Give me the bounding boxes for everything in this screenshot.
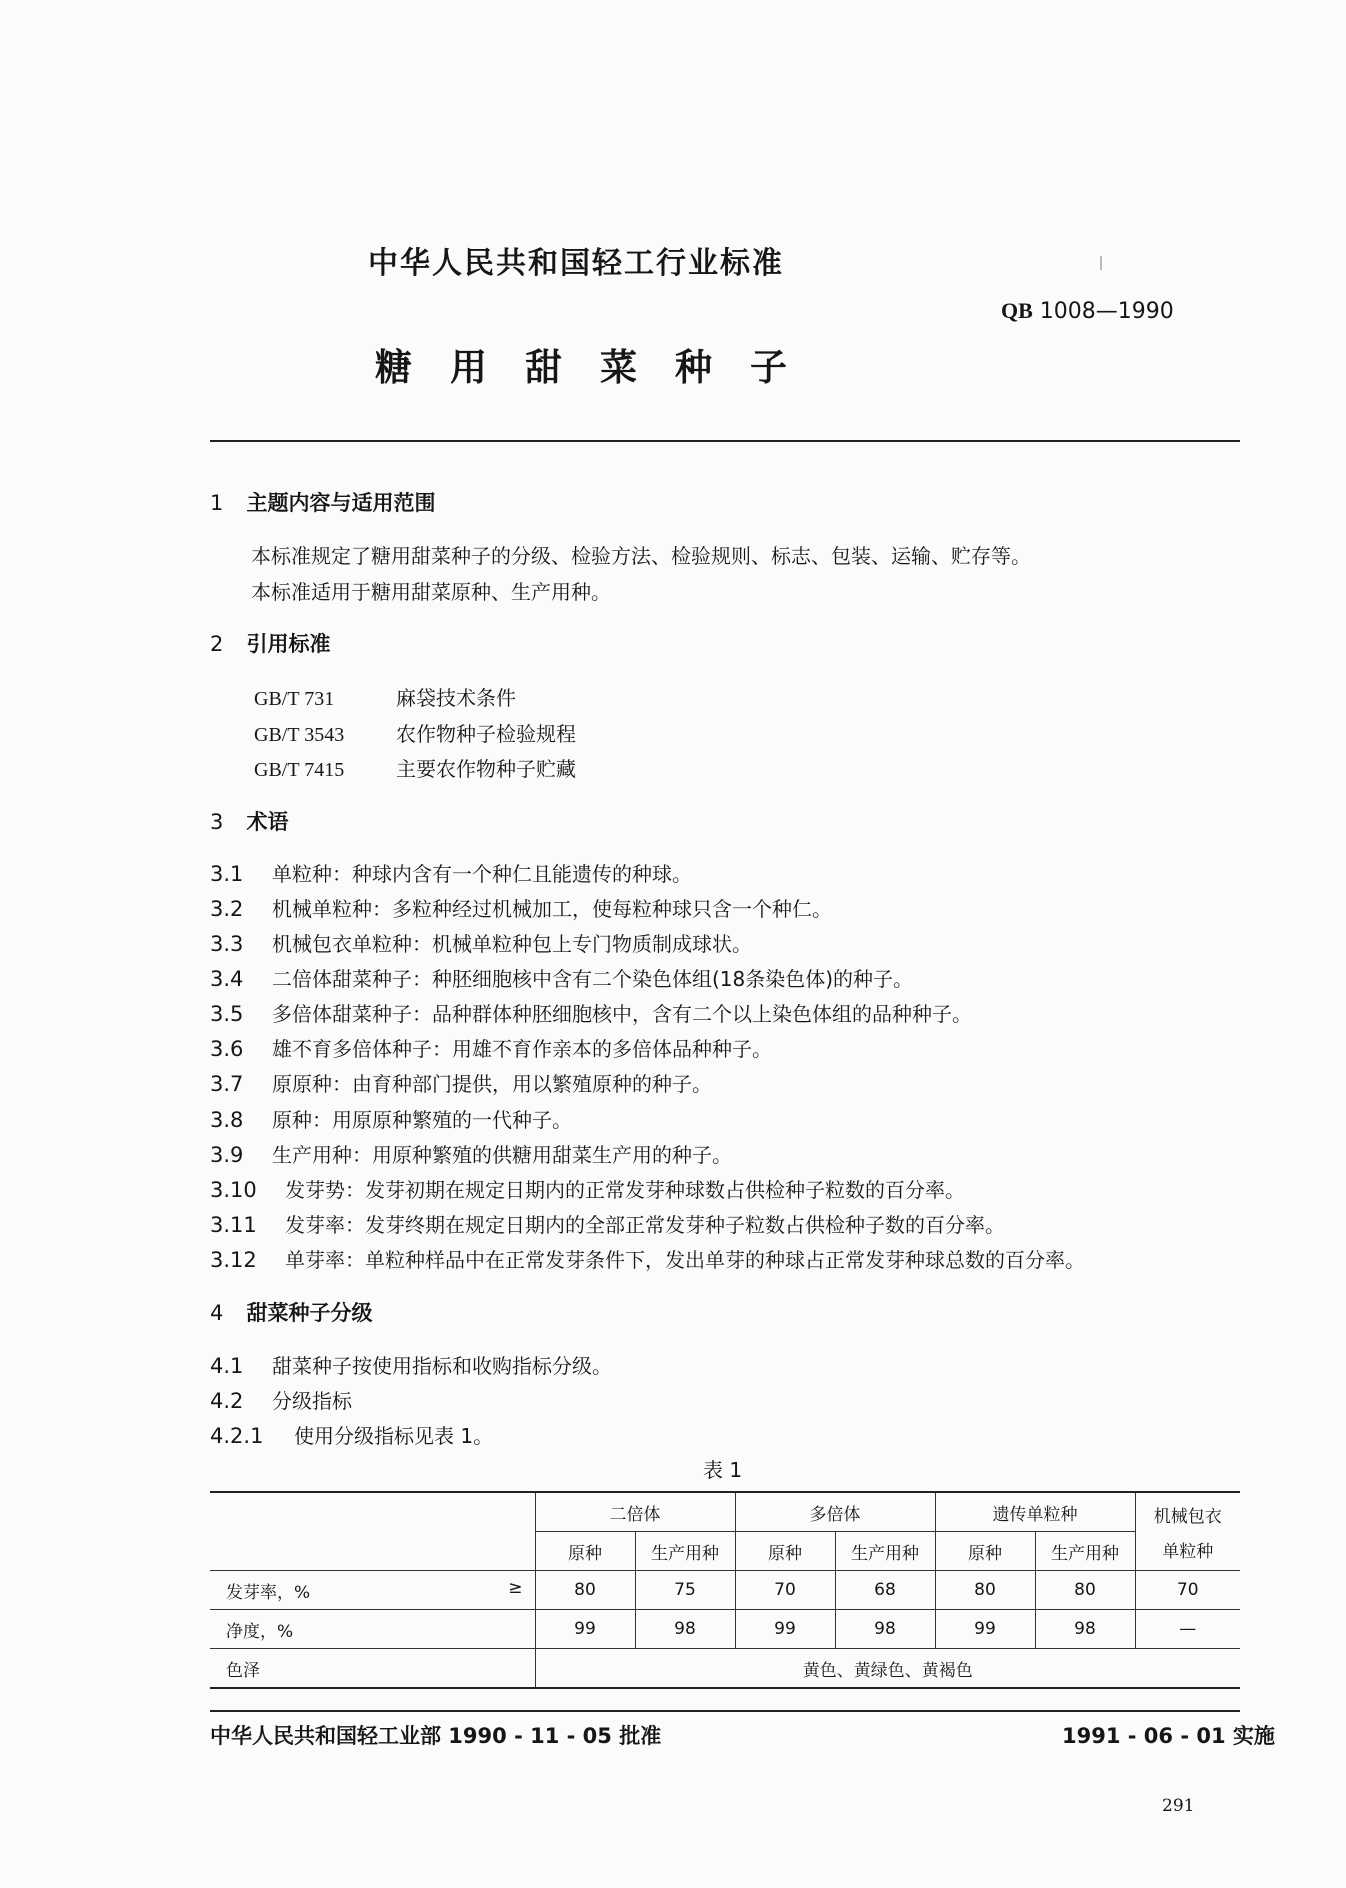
group-header: 遗传单粒种: [935, 1492, 1135, 1532]
header-divider: [210, 440, 1240, 442]
term-number: 3.9: [210, 1143, 244, 1167]
reference-item: [254, 753, 576, 782]
clause-number: 4.2.1: [210, 1424, 264, 1448]
term-number: 3.1: [210, 862, 244, 886]
section-number: 1: [210, 491, 224, 515]
term-text: 机械单粒种：多粒种经过机械加工，使每粒种球只含一个种仁。: [272, 897, 832, 921]
clause-item: [210, 1420, 493, 1449]
standard-number: [1001, 298, 1174, 324]
row-label: 净度，%: [226, 1621, 294, 1642]
term-item: [210, 1209, 1005, 1238]
table-cell: 98: [635, 1610, 735, 1649]
term-item: [210, 1139, 732, 1168]
header-line: 机械包衣: [1153, 1506, 1222, 1527]
term-number: 3.10: [210, 1178, 257, 1202]
term-item: [210, 1174, 965, 1203]
group-header-coated: [1135, 1492, 1240, 1571]
term-text: 单芽率：单粒种样品中在正常发芽条件下，发出单芽的种球占正常发芽种球总数的百分率。: [285, 1248, 1085, 1272]
term-text: 单粒种：种球内含有一个种仁且能遗传的种球。: [272, 862, 692, 886]
reference-code: GB/T 3543: [254, 724, 345, 746]
clause-item: [210, 1350, 612, 1379]
term-item: [210, 928, 752, 957]
paragraph: 本标准适用于糖用甜菜原种、生产用种。: [251, 580, 611, 604]
term-number: 3.7: [210, 1072, 244, 1096]
term-number: 3.5: [210, 1002, 244, 1026]
header-line: 单粒种: [1162, 1541, 1214, 1562]
section-2-heading: [210, 628, 330, 658]
term-number: 3.8: [210, 1108, 244, 1132]
section-title: 甜菜种子分级: [246, 1301, 373, 1325]
term-number: 3.2: [210, 897, 244, 921]
section-number: 3: [210, 810, 224, 834]
standard-code: 1008—1990: [1039, 299, 1174, 324]
section-title: 引用标准: [246, 632, 331, 656]
table-caption: 表 1: [703, 1458, 743, 1482]
row-label: 发芽率，%: [226, 1582, 311, 1603]
header-blank-cell: [210, 1492, 535, 1571]
reference-name: 麻袋技术条件: [396, 686, 516, 710]
term-item: [210, 1104, 572, 1133]
term-text: 原种：用原原种繁殖的一代种子。: [272, 1108, 572, 1132]
table-row: [210, 1649, 1240, 1689]
term-item: [210, 1068, 712, 1097]
grading-table: [210, 1491, 1240, 1689]
term-item: [210, 1244, 1085, 1273]
table-cell: —: [1135, 1610, 1240, 1649]
standard-prefix: QB: [1001, 298, 1033, 323]
clause-text: 甜菜种子按使用指标和收购指标分级。: [272, 1354, 612, 1378]
table-cell: 99: [535, 1610, 635, 1649]
table-cell-merged: 黄色、黄绿色、黄褐色: [535, 1649, 1240, 1689]
clause-item: [210, 1385, 352, 1414]
term-item: [210, 1033, 772, 1062]
paragraph: 本标准规定了糖用甜菜种子的分级、检验方法、检验规则、标志、包装、运输、贮存等。: [251, 544, 1031, 568]
reference-item: [254, 682, 516, 711]
term-item: [210, 998, 972, 1027]
term-number: 3.3: [210, 932, 244, 956]
table-header-row: [210, 1492, 1240, 1532]
operator-symbol: ≥: [508, 1577, 523, 1598]
table-cell: 99: [735, 1610, 835, 1649]
term-number: 3.4: [210, 967, 244, 991]
group-header: 多倍体: [735, 1492, 935, 1532]
page-number: 291: [1162, 1796, 1195, 1816]
term-item: [210, 963, 913, 992]
term-number: 3.6: [210, 1037, 244, 1061]
table-row: [210, 1610, 1240, 1649]
section-title: 主题内容与适用范围: [246, 491, 436, 515]
section-number: 4: [210, 1301, 224, 1325]
table-cell: 98: [1035, 1610, 1135, 1649]
term-text: 二倍体甜菜种子：种胚细胞核中含有二个染色体组(18条染色体)的种子。: [272, 967, 914, 991]
subheader-cell: 生产用种: [635, 1532, 735, 1571]
term-number: 3.12: [210, 1248, 257, 1272]
reference-item: [254, 718, 576, 747]
clause-text: 使用分级指标见表 1。: [294, 1424, 494, 1448]
group-header: 二倍体: [535, 1492, 735, 1532]
term-text: 机械包衣单粒种：机械单粒种包上专门物质制成球状。: [272, 932, 752, 956]
issuing-body-heading: 中华人民共和国轻工行业标准: [368, 246, 784, 281]
table-row: [210, 1571, 1240, 1610]
clause-text: 分级指标: [272, 1389, 352, 1413]
term-number: 3.11: [210, 1213, 257, 1237]
table-cell: 80: [935, 1571, 1035, 1610]
scan-artifact: [1100, 256, 1102, 270]
table-cell: 68: [835, 1571, 935, 1610]
term-item: [210, 858, 692, 887]
subheader-cell: 生产用种: [1035, 1532, 1135, 1571]
section-3-heading: [210, 806, 288, 836]
term-item: [210, 893, 832, 922]
term-text: 雄不育多倍体种子：用雄不育作亲本的多倍体品种种子。: [272, 1037, 772, 1061]
row-label-cell: [210, 1571, 535, 1610]
subheader-cell: 生产用种: [835, 1532, 935, 1571]
table-cell: 99: [935, 1610, 1035, 1649]
reference-name: 农作物种子检验规程: [396, 722, 576, 746]
table-cell: 80: [535, 1571, 635, 1610]
subheader-cell: 原种: [535, 1532, 635, 1571]
reference-code: GB/T 7415: [254, 759, 345, 781]
subheader-cell: 原种: [735, 1532, 835, 1571]
clause-number: 4.2: [210, 1389, 244, 1413]
table-cell: 98: [835, 1610, 935, 1649]
term-text: 原原种：由育种部门提供，用以繁殖原种的种子。: [272, 1072, 712, 1096]
effective-date: 1991 - 06 - 01 实施: [1062, 1724, 1275, 1748]
section-1-heading: [210, 487, 435, 517]
table-cell: 75: [635, 1571, 735, 1610]
footer-divider: [210, 1710, 1240, 1712]
term-text: 发芽势：发芽初期在规定日期内的正常发芽种球数占供检种子粒数的百分率。: [285, 1178, 965, 1202]
section-number: 2: [210, 632, 224, 656]
term-text: 多倍体甜菜种子：品种群体种胚细胞核中，含有二个以上染色体组的品种种子。: [272, 1002, 972, 1026]
row-label-cell: [210, 1610, 535, 1649]
table-cell: 80: [1035, 1571, 1135, 1610]
approval-line: 中华人民共和国轻工业部 1990 - 11 - 05 批准: [210, 1724, 662, 1748]
document-title: 糖用甜菜种子: [375, 346, 825, 389]
table-cell: 70: [735, 1571, 835, 1610]
row-label-cell: 色泽: [210, 1649, 535, 1689]
subheader-cell: 原种: [935, 1532, 1035, 1571]
reference-name: 主要农作物种子贮藏: [396, 757, 576, 781]
term-text: 发芽率：发芽终期在规定日期内的全部正常发芽种子粒数占供检种子数的百分率。: [285, 1213, 1005, 1237]
term-text: 生产用种：用原种繁殖的供糖用甜菜生产用的种子。: [272, 1143, 732, 1167]
table-cell: 70: [1135, 1571, 1240, 1610]
section-4-heading: [210, 1297, 372, 1327]
section-title: 术语: [246, 810, 289, 834]
clause-number: 4.1: [210, 1354, 244, 1378]
reference-code: GB/T 731: [254, 688, 335, 710]
